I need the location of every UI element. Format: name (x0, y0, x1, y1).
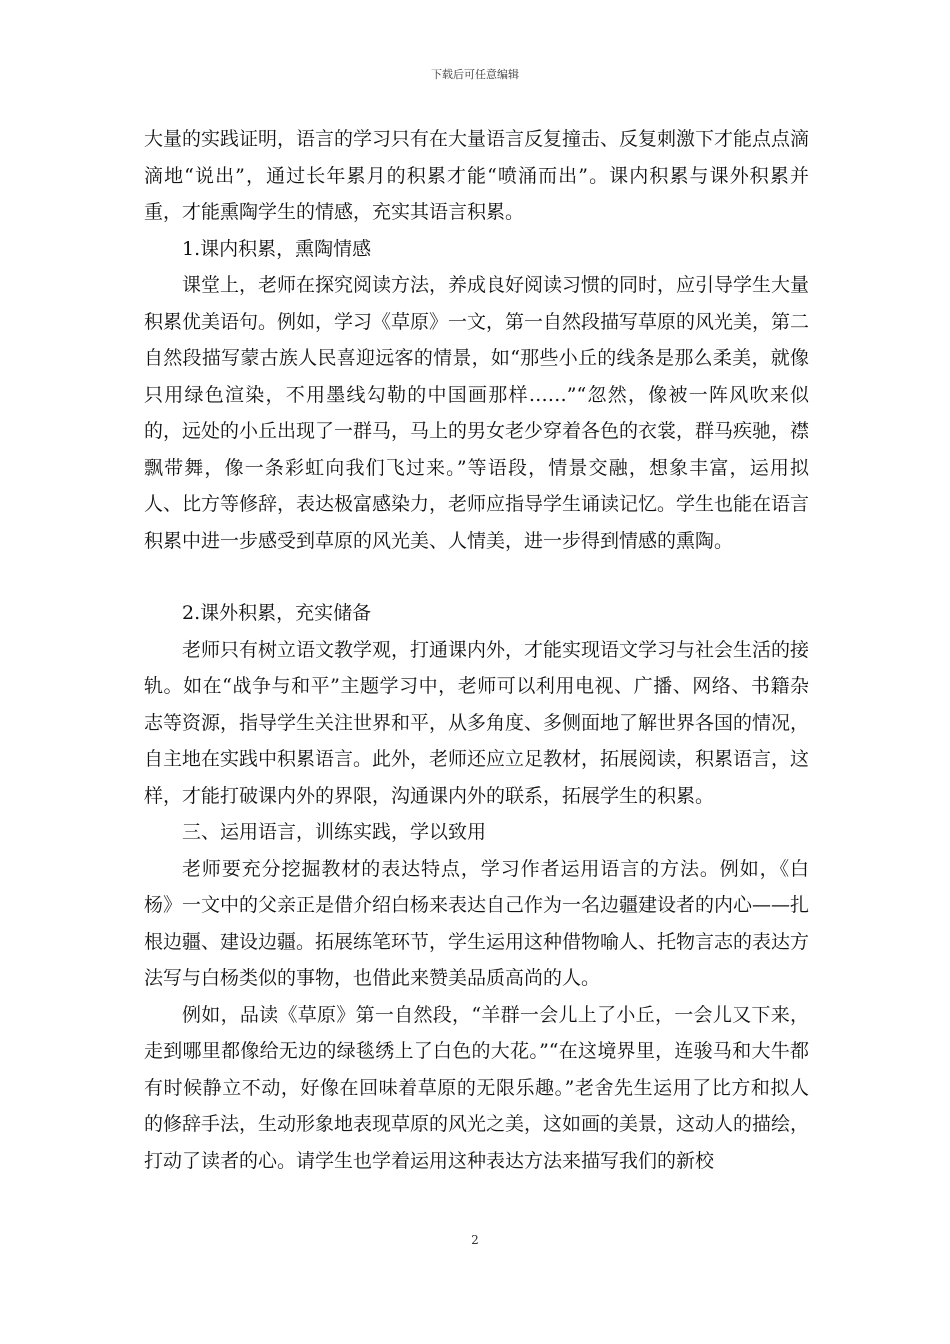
page-header: 下载后可任意编辑 (431, 68, 519, 81)
paragraph-spacer (144, 559, 809, 595)
document-body (144, 121, 809, 1179)
body-paragraph: 大量的实践证明，语言的学习只有在大量语言反复撞击、反复刺激下才能点点滴滴地“说出”，通过长年累月的积累才能“喷涌而出”。课内积累与课外积累并重，才能熏陶学生的情感，充实其语言积累。 (144, 128, 810, 223)
section-heading: 2.课外积累，充实储备 (182, 602, 372, 624)
section-heading: 1.课内积累，熏陶情感 (182, 237, 372, 260)
body-paragraph: 例如，品读《草原》第一自然段，“羊群一会儿上了小丘，一会儿又下来，走到哪里都像给无边的绿毯绣上了白色的大花。”“在这境界里，连骏马和大牛都有时候静立不动，好像在回味着草原的无限乐趣。”老舍先生运用了比方和拟人的修辞手法，生动形象地表现草原的风光之美，这如画的美景，这动人的描绘，打动了读者的心。请学生也学着运用这种表达方法来描写我们的新校 (144, 1003, 810, 1172)
body-paragraph: 老师只有树立语文教学观，打通课内外，才能实现语文学习与社会生活的接轨。如在“战争与和平”主题学习中，老师可以利用电视、广播、网络、书籍杂志等资源，指导学生关注世界和平，从多角度、多侧面地了解世界各国的情况，自主地在实践中积累语言。此外，老师还应立足教材，拓展阅读，积累语言，这样，才能打破课内外的界限，沟通课内外的联系，拓展学生的积累。 (144, 638, 810, 807)
body-paragraph: 老师要充分挖掘教材的表达特点，学习作者运用语言的方法。例如，《白杨》一文中的父亲正是借介绍白杨来表达自己作为一名边疆建设者的内心——扎根边疆、建设边疆。拓展练笔环节，学生运用这种借物喻人、托物言志的表达方法写与白杨类似的事物，也借此来赞美品质高尚的人。 (144, 857, 810, 989)
page-number: 2 (471, 1233, 479, 1247)
section-heading: 三、运用语言，训练实践，学以致用 (182, 821, 487, 843)
body-paragraph: 课堂上，老师在探究阅读方法，养成良好阅读习惯的同时，应引导学生大量积累优美语句。例如，学习《草原》一文，第一自然段描写草原的风光美，第二自然段描写蒙古族人民喜迎远客的情景，如“那些小丘的线条是那么柔美，就像只用绿色渲染，不用墨线勾勒的中国画那样……”“忽然，像被一阵风吹来似的，远处的小丘出现了一群马，马上的男女老少穿着各色的衣裳，群马疾驰，襟飘带舞，像一条彩虹向我们飞过来。”等语段，情景交融，想象丰富，运用拟人、比方等修辞，表达极富感染力，老师应指导学生诵读记忆。学生也能在语言积累中进一步感受到草原的风光美、人情美，进一步得到情感的熏陶。 (144, 274, 810, 552)
